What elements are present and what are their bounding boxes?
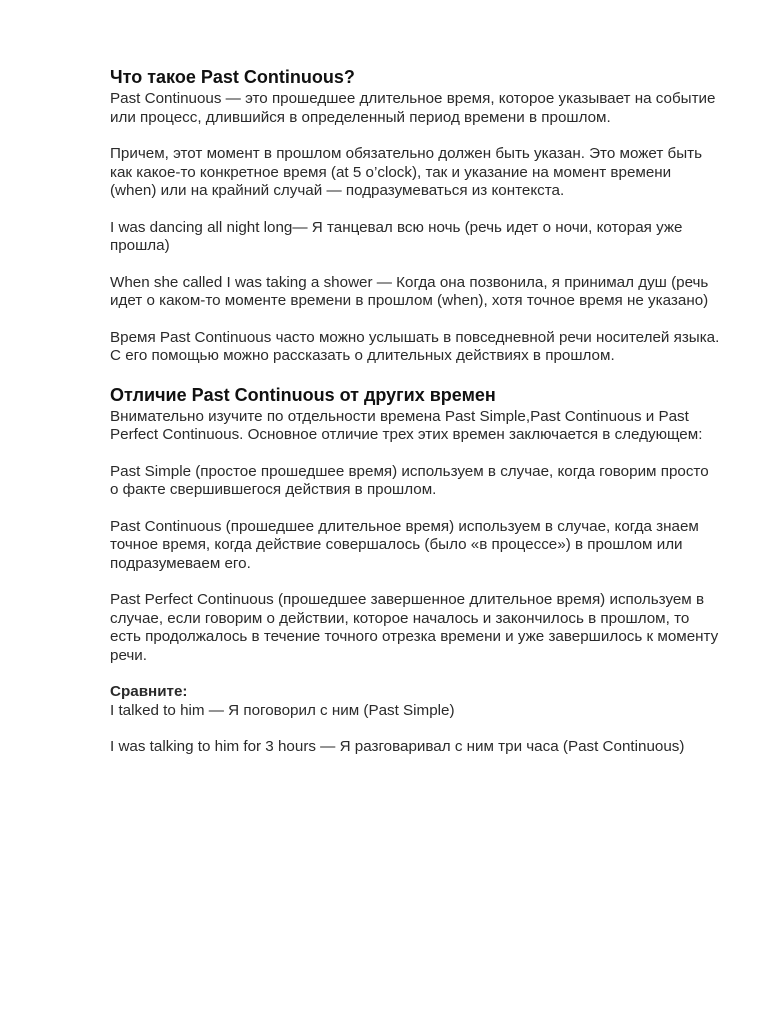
paragraph-example-shower: When she called I was taking a shower — Когда она позвонила, я принимал душ (речь идет о каком-то моменте времени в прошлом (when), хотя точное время не указано) [110,273,709,309]
paragraph-past-perfect-continuous: Past Perfect Continuous (прошедшее завершенное длительное время) используем в случае, если говорим о действии, которое началось и закончилось в прошлом, то есть продолжалось в течение точного отрезка времени и уже завершилось к моменту речи. [110,591,719,664]
paragraph-definition: Past Continuous — это прошедшее длительное время, которое указывает на событие или процесс, длившийся в определенный период времени в прошлом. [110,90,716,126]
paragraph-past-simple: Past Simple (простое прошедшее время) используем в случае, когда говорим просто о факте свершившегося действия в прошлом. [110,462,709,498]
compare-example-1: I talked to him — Я поговорил с ним (Past Simple) [110,701,455,719]
section-heading-what-is: Что такое Past Continuous? [110,67,355,87]
paragraph-intro-tenses: Внимательно изучите по отдельности времена Past Simple,Past Continuous и Past Perfect Continuous. Основное отличие трех этих времен заключается в следующем: [110,407,703,443]
document-page [110,66,720,775]
paragraph-usage: Время Past Continuous часто можно услышать в повседневной речи носителей языка. С его помощью можно рассказать о длительных действиях в прошлом. [110,328,720,364]
compare-block [110,683,720,720]
paragraph-moment: Причем, этот момент в прошлом обязательно должен быть указан. Это может быть как какое-то конкретное время (at 5 o’clock), так и указание на момент времени (when) или на крайний случай — подразумеваться из контекста. [110,145,702,199]
compare-label: Сравните: [110,683,188,700]
paragraph-past-continuous: Past Continuous (прошедшее длительное время) используем в случае, когда знаем точное время, когда действие совершалось (было «в процессе») в прошлом или подразумеваем его. [110,517,699,572]
section-heading-difference: Отличие Past Continuous от других времен [110,384,496,405]
paragraph-example-dancing: I was dancing all night long— Я танцевал всю ночь (речь идет о ночи, которая уже прошла) [110,218,683,254]
compare-example-2: I was talking to him for 3 hours — Я разговаривал с ним три часа (Past Continuous) [110,738,685,755]
